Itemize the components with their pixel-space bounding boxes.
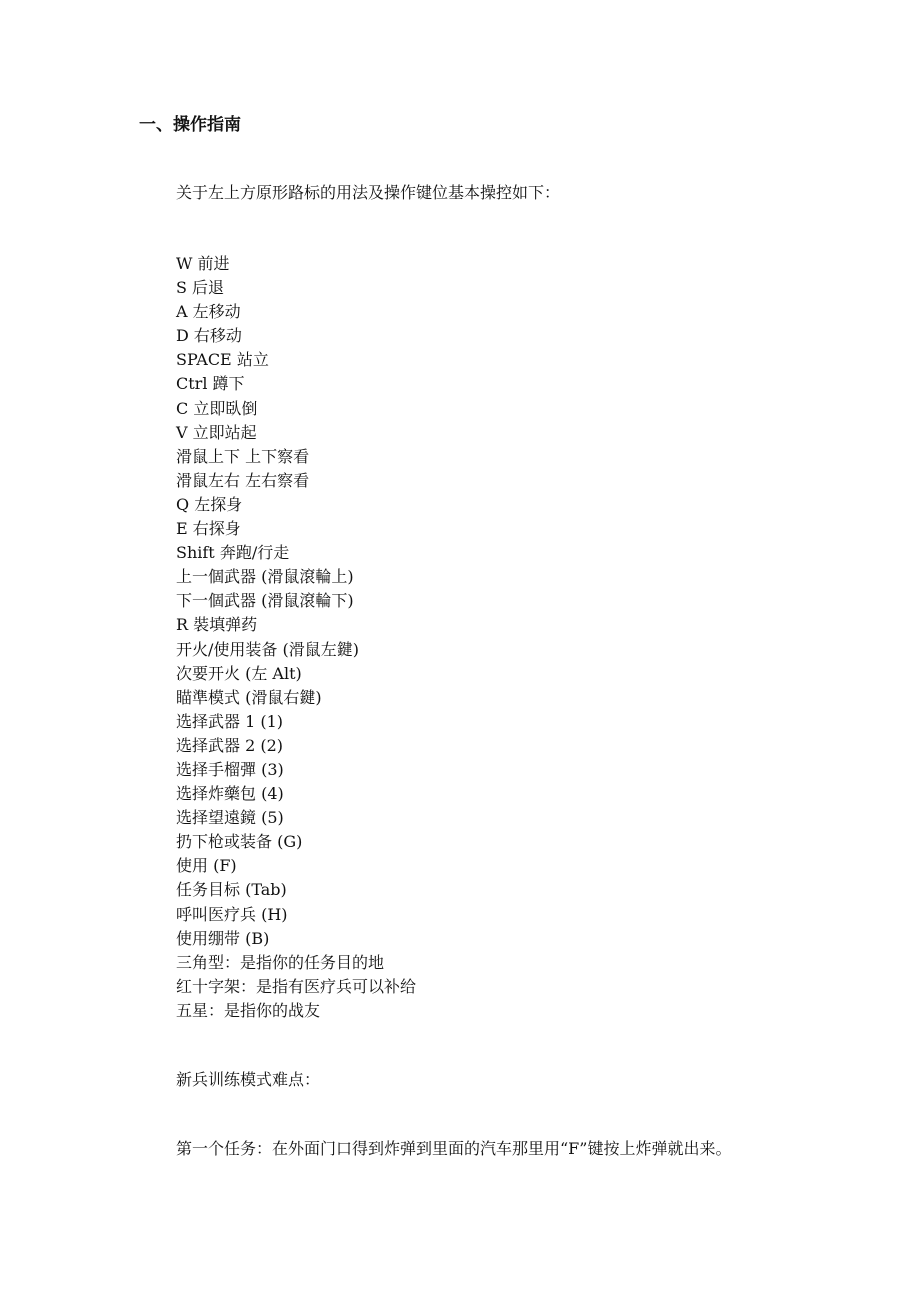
control-item: 红十字架：是指有医疗兵可以补给 bbox=[176, 976, 417, 996]
control-item: Q 左探身 bbox=[176, 494, 243, 514]
training-subheading: 新兵训练模式难点： bbox=[176, 1070, 321, 1089]
control-item: 选择武器 2 (2) bbox=[176, 735, 284, 755]
control-item: SPACE 站立 bbox=[176, 350, 269, 370]
control-item: R 裝填弹药 bbox=[176, 615, 258, 635]
control-item: Shift 奔跑/行走 bbox=[176, 543, 290, 563]
control-item: 选择炸藥包 (4) bbox=[176, 784, 284, 804]
control-item: 下一個武器 (滑鼠滾輪下) bbox=[176, 591, 354, 611]
control-item: 任务目标 (Tab) bbox=[176, 880, 287, 900]
control-item: 开火/使用装备 (滑鼠左鍵) bbox=[176, 639, 359, 659]
controls-list bbox=[176, 252, 416, 1023]
control-item: 滑鼠上下 上下察看 bbox=[176, 446, 310, 466]
control-item: 使用绷带 (B) bbox=[176, 928, 270, 948]
control-item: 使用 (F) bbox=[176, 856, 237, 876]
control-item: A 左移动 bbox=[176, 302, 241, 322]
control-item: 三角型：是指你的任务目的地 bbox=[176, 952, 385, 972]
intro-text: 关于左上方原形路标的用法及操作键位基本操控如下： bbox=[176, 183, 561, 202]
control-item: 滑鼠左右 左右察看 bbox=[176, 470, 310, 490]
control-item: E 右探身 bbox=[176, 519, 241, 539]
control-item: 瞄準模式 (滑鼠右鍵) bbox=[176, 687, 322, 707]
control-item: D 右移动 bbox=[176, 326, 242, 346]
control-item: 次要开火 (左 Alt) bbox=[176, 663, 302, 683]
control-item: 选择望遠鏡 (5) bbox=[176, 808, 284, 828]
control-item: V 立即站起 bbox=[176, 422, 257, 442]
control-item: S 后退 bbox=[176, 278, 225, 298]
control-item: 呼叫医疗兵 (H) bbox=[176, 904, 288, 924]
task-paragraph: 第一个任务：在外面门口得到炸弹到里面的汽车那里用“F”键按上炸弹就出来。 bbox=[176, 1139, 732, 1158]
control-item: 选择武器 1 (1) bbox=[176, 711, 284, 731]
control-item: 选择手榴彈 (3) bbox=[176, 759, 284, 779]
control-item: Ctrl 蹲下 bbox=[176, 374, 245, 394]
control-item: W 前进 bbox=[176, 254, 230, 273]
control-item: 五星：是指你的战友 bbox=[176, 1000, 321, 1020]
control-item: 扔下枪或装备 (G) bbox=[176, 832, 303, 852]
section-heading: 一、操作指南 bbox=[139, 115, 241, 135]
control-item: 上一個武器 (滑鼠滾輪上) bbox=[176, 567, 354, 587]
control-item: C 立即臥倒 bbox=[176, 398, 258, 418]
